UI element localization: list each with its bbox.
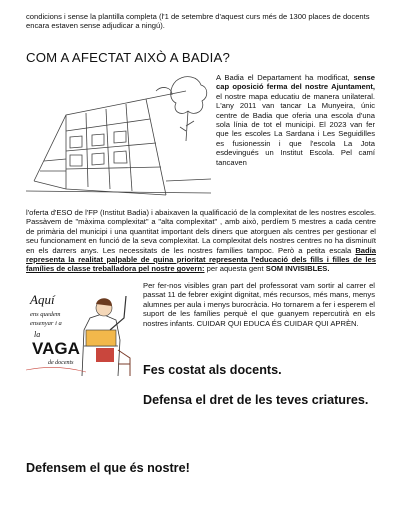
intro-paragraph: condicions i sense la plantilla completa (l'1 de setembre d'aquest curs més de 1300 places de docents encara estaven sense adjudicar a ningú). (26, 12, 370, 31)
p1-text-a: A Badia el Departament ha modificat, (216, 73, 350, 82)
p1-text-b: el nostre mapa educatiu de manera unilateral. L'any 2011 van tancar La Munyeira, únic centre de Badia que oferia una escola d'una sola línia de tot el municipi. El 2023 van fer que les escoles La Sardana i Les Seguidilles es fusionessin i que l'escola La Jota esdevingués un Institut Escola. Pel camí tancaven (216, 91, 375, 167)
poster-text-4: la (34, 330, 41, 339)
p2-bold-invisibles: SOM INVISIBLES. (265, 264, 330, 274)
poster-text-6: de docents (48, 360, 74, 366)
strike-poster-illustration (26, 290, 136, 378)
school-building-illustration (26, 71, 211, 199)
poster-text-3: ensenyar i a (30, 320, 62, 327)
poster-text-1: Aquí (30, 292, 55, 307)
slogan-docents: Fes costat als docents. (143, 363, 282, 377)
p2-text-a: l'oferta d'ESO de l'FP (Institut Badia) i abaixaven la qualificació de la complexitat de les nostres escoles. Passàvem de "màxima complexitat" a "alta complexitat" , amb això, perdíem 5 mestres a cada centre de primària del municipi i una quantitat important dels diners que atorguen als centres per gestionar el seu funcionament en funció de la seva complexitat. La complexitat dels nostres centres no ha disminuït en els darrers anys. Les necessitats de les nostres famílies tampoc. Però a petita escala (26, 208, 376, 255)
poster-text-2: ens quedem (30, 311, 61, 318)
slogan-criatures: Defensa el dret de les teves criatures. (143, 393, 369, 407)
poster-text-5: VAGA (32, 339, 80, 358)
p2-bold-underlined: Badia representa la realitat palpable de quina prioritat representa l'educació dels fills i filles de les famílies de classe treballadora pel nostre govern: (26, 245, 376, 274)
paragraph-complexitat (26, 208, 376, 274)
p2-text-b: per aquesta gent (204, 264, 266, 274)
p1-bold-ajuntament: sense cap oposició ferma del nostre Ajuntament, (216, 73, 375, 92)
paragraph-mapa-educatiu (216, 73, 375, 167)
section-heading: COM A AFECTAT AIXÒ A BADIA? (26, 50, 231, 65)
paragraph-vaga: Per fer-nos visibles gran part del professorat vam sortir al carrer el passat 11 de febrer exigint dignitat, més recursos, més mans, menys alumnes per aula i menys burocràcia. Ho tornarem a fer i esperem el suport de les famílies perquè el que guanyem repercutirà en els nostres infants. CUIDAR QUI EDUCA ÉS CUIDAR QUI APRÈN. (143, 281, 375, 328)
slogan-nostre: Defensem el que és nostre! (26, 461, 190, 475)
